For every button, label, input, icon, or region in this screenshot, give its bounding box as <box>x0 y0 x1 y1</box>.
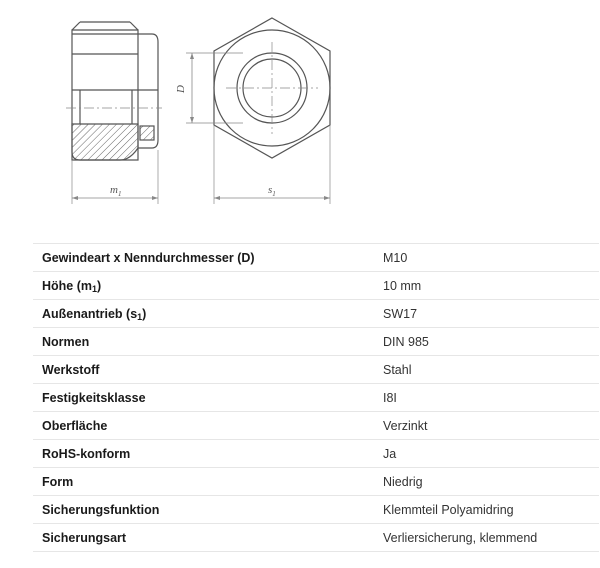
top-view <box>186 18 330 204</box>
spec-label: RoHS-konform <box>33 440 374 468</box>
spec-value: Ja <box>374 440 599 468</box>
technical-drawing <box>0 0 600 230</box>
spec-value: DIN 985 <box>374 328 599 356</box>
spec-label: Normen <box>33 328 374 356</box>
table-row <box>33 272 599 300</box>
spec-label: Festigkeitsklasse <box>33 384 374 412</box>
table-row <box>33 440 599 468</box>
table-row <box>33 412 599 440</box>
spec-label: Oberfläche <box>33 412 374 440</box>
table-row <box>33 356 599 384</box>
dim-s-label: $s_1$ <box>268 184 276 198</box>
spec-value: Verzinkt <box>374 412 599 440</box>
table-row <box>33 328 599 356</box>
spec-value: Verliersicherung, klemmend <box>374 524 599 552</box>
side-view <box>66 22 162 204</box>
spec-value: M10 <box>374 244 599 272</box>
dim-d-label: D <box>175 85 187 93</box>
spec-value: I8I <box>374 384 599 412</box>
table-row <box>33 524 599 552</box>
spec-label: Gewindeart x Nenndurchmesser (D) <box>33 244 374 272</box>
spec-label: Werkstoff <box>33 356 374 384</box>
spec-label: Höhe $(m_1)$ <box>33 272 374 300</box>
spec-value: SW17 <box>374 300 599 328</box>
table-row <box>33 244 599 272</box>
spec-label: Sicherungsfunktion <box>33 496 374 524</box>
spec-value: 10 mm <box>374 272 599 300</box>
nut-drawing-svg <box>0 0 600 230</box>
spec-value: Niedrig <box>374 468 599 496</box>
spec-label: Außenantrieb $(s_1)$ <box>33 300 374 328</box>
spec-value: Stahl <box>374 356 599 384</box>
table-row <box>33 300 599 328</box>
table-row <box>33 384 599 412</box>
table-row <box>33 468 599 496</box>
spec-label: Form <box>33 468 374 496</box>
table-row <box>33 496 599 524</box>
spec-label: Sicherungsart <box>33 524 374 552</box>
spec-value: Klemmteil Polyamidring <box>374 496 599 524</box>
dim-m-label: $m_1$ <box>110 184 122 198</box>
spec-table <box>33 243 599 552</box>
